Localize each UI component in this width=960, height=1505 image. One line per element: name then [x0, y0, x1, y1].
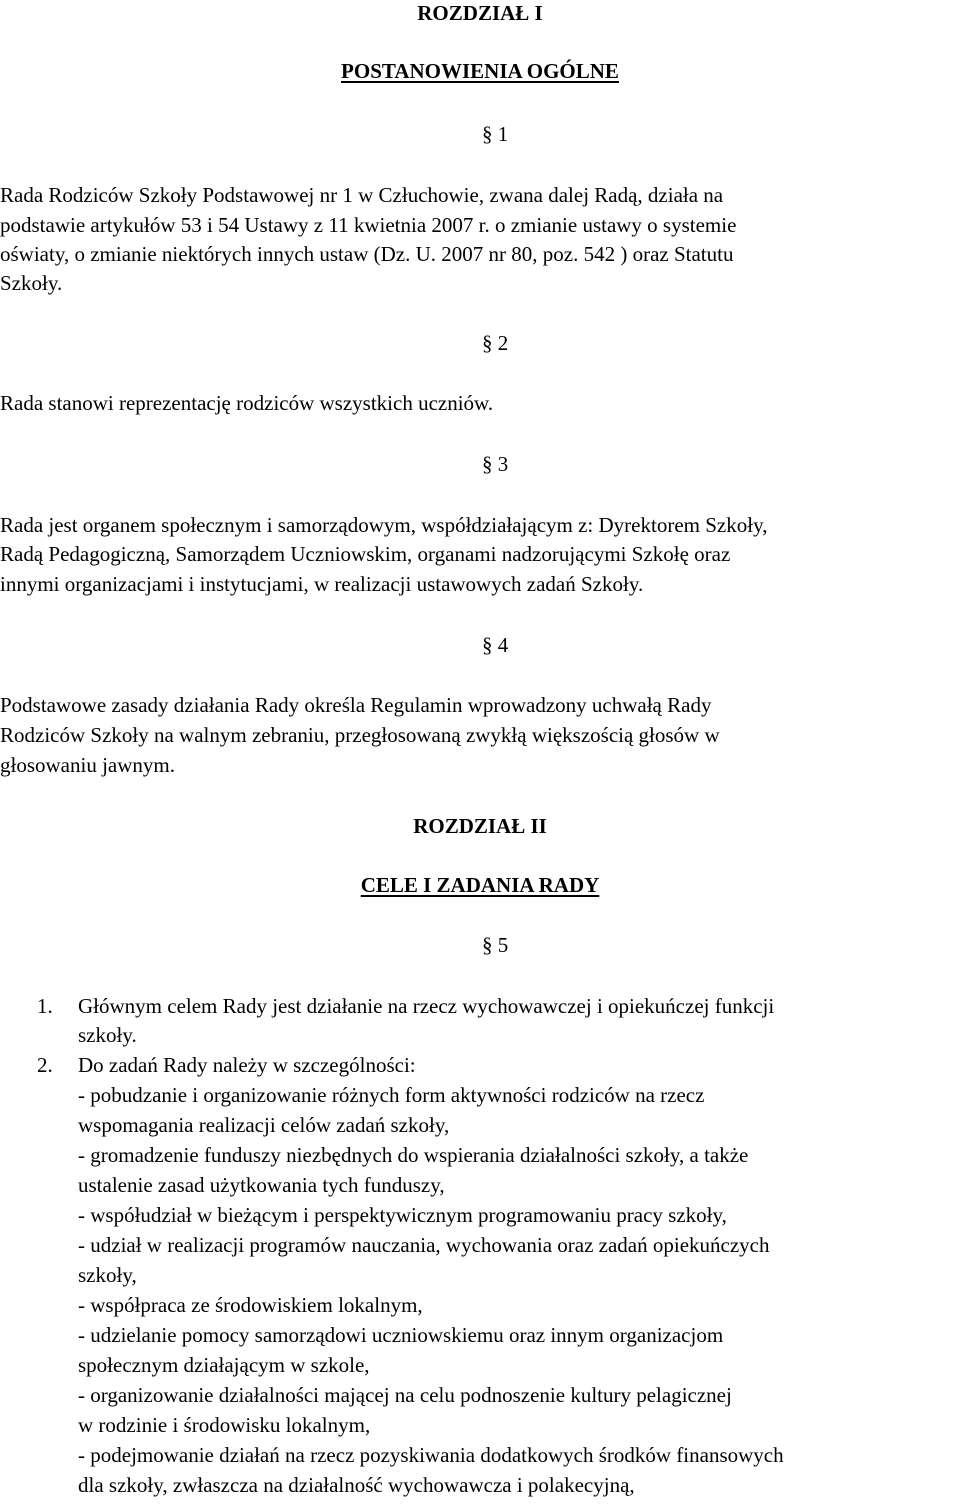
list-item-line: w rodzinie i środowisku lokalnym,: [78, 1413, 371, 1437]
list-item-line: szkoły,: [78, 1263, 137, 1287]
list-item-line: - organizowanie działalności mającej na celu podnoszenie kultury pelagicznej: [78, 1383, 732, 1407]
section-number: 5: [497, 933, 509, 957]
list-item-line: - współudział w bieżącym i perspektywicznym programowaniu pracy szkoły,: [78, 1203, 727, 1227]
section-heading-5: [482, 932, 508, 958]
list-item-line: społecznym działającym w szkole,: [78, 1353, 370, 1377]
list-item-line: ustalenie zasad użytkowania tych funduszy,: [78, 1173, 445, 1197]
section4-line: Podstawowe zasady działania Rady określa Regulamin wprowadzony uchwałą Rady: [0, 693, 712, 717]
section-heading-2: [482, 330, 508, 356]
chapter-subtitle: CELE I ZADANIA RADY: [360, 873, 600, 897]
list-item-line: Do zadań Rady należy w szczególności:: [78, 1053, 416, 1077]
list-number: 2.: [37, 1053, 53, 1077]
section1-line: Szkoły.: [0, 271, 63, 295]
list-item-line: Głównym celem Rady jest działanie na rzecz wychowawczej i opiekuńczej funkcji: [78, 994, 775, 1018]
chapter-title: ROZDZIAŁ I: [417, 1, 543, 25]
section-number: 4: [497, 633, 509, 657]
list-item-line: - współpraca ze środowiskiem lokalnym,: [78, 1293, 423, 1317]
section3-line: Rada jest organem społecznym i samorządowym, współdziałającym z: Dyrektorem Szkoły,: [0, 513, 768, 537]
list-item-line: - podejmowanie działań na rzecz pozyskiwania dodatkowych środków finansowych: [78, 1443, 784, 1467]
list-item-line: wspomagania realizacji celów zadań szkoły,: [78, 1113, 450, 1137]
section-heading-4: [482, 632, 508, 658]
list-item-line: - udzielanie pomocy samorządowi uczniowskiemu oraz innym organizacjom: [78, 1323, 724, 1347]
section-mark: §: [482, 452, 493, 476]
section-mark: §: [482, 933, 493, 957]
list-item-line: - gromadzenie funduszy niezbędnych do wspierania działalności szkoły, a także: [78, 1143, 749, 1167]
section1-line: podstawie artykułów 53 i 54 Ustawy z 11 kwietnia 2007 r. o zmianie ustawy o systemie: [0, 213, 737, 237]
section1-line: oświaty, o zmianie niektórych innych ustaw (Dz. U. 2007 nr 80, poz. 542 ) oraz Statutu: [0, 242, 734, 266]
list-item-line: - udział w realizacji programów nauczania, wychowania oraz zadań opiekuńczych: [78, 1233, 770, 1257]
section-mark: §: [482, 633, 493, 657]
section-heading-1: [482, 121, 508, 147]
section-mark: §: [482, 331, 493, 355]
section-number: 2: [497, 331, 509, 355]
list-item-line: dla szkoły, zwłaszcza na działalność wychowawcza i polakecyjną,: [78, 1473, 635, 1497]
section-heading-3: [482, 451, 508, 477]
section3-line: Radą Pedagogiczną, Samorządem Uczniowskim, organami nadzorującymi Szkołę oraz: [0, 542, 731, 566]
section2-line: Rada stanowi reprezentację rodziców wszystkich uczniów.: [0, 391, 494, 415]
chapter-subtitle: POSTANOWIENIA OGÓLNE: [341, 59, 619, 83]
list-item-line: szkoły.: [78, 1023, 137, 1047]
list-item-line: - pobudzanie i organizowanie różnych form aktywności rodziców na rzecz: [78, 1083, 705, 1107]
section-number: 3: [497, 452, 509, 476]
list-number: 1.: [37, 994, 53, 1018]
section1-line: Rada Rodziców Szkoły Podstawowej nr 1 w Człuchowie, zwana dalej Radą, działa na: [0, 183, 724, 207]
section3-line: innymi organizacjami i instytucjami, w realizacji ustawowych zadań Szkoły.: [0, 572, 644, 596]
section-mark: §: [482, 122, 493, 146]
section-number: 1: [497, 122, 509, 146]
section4-line: głosowaniu jawnym.: [0, 753, 175, 777]
chapter-title: ROZDZIAŁ II: [413, 814, 547, 838]
section4-line: Rodziców Szkoły na walnym zebraniu, przegłosowaną zwykłą większością głosów w: [0, 723, 720, 747]
